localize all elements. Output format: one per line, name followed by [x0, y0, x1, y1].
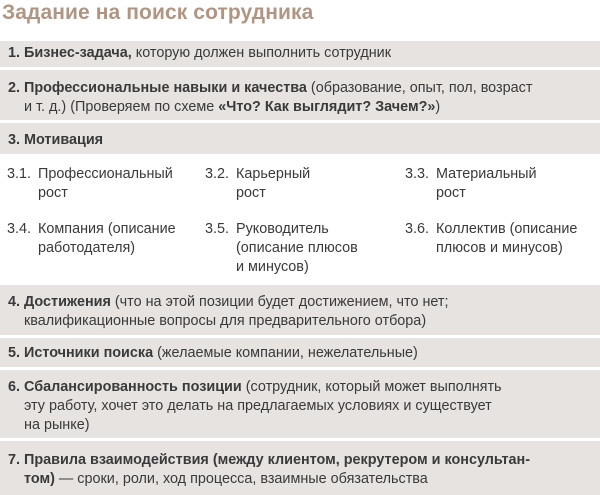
item-line-1: Компания (описание — [38, 221, 176, 237]
item-number: 3.4. — [7, 221, 32, 237]
section-2-line-2 — [24, 98, 440, 117]
section-2-bold: 2. Профессиональные навыки и качества — [8, 80, 307, 96]
section-1-bold: 1. Бизнес-задача, — [8, 45, 132, 61]
item-line-1: Материальный — [436, 166, 537, 182]
item-line-3: и минусов) — [236, 259, 309, 275]
section-5-bold: 5. Источники поиска — [8, 345, 154, 361]
section-7-line-1: 7. Правила взаимодействия (между клиентом, рекрутером и консультан- — [8, 452, 531, 468]
item-body — [236, 220, 358, 277]
section-5-line — [8, 344, 418, 363]
section-7-line-2-bold: том) — [24, 471, 55, 487]
item-line-1: Коллектив (описание — [436, 221, 578, 237]
section-2-text: (образование, опыт, пол, возраст — [306, 80, 533, 96]
item-line-2: плюсов и минусов) — [436, 240, 563, 256]
section-2-line-2-pre: и т. д.) (Проверяем по схеме — [24, 99, 219, 115]
section-1-text: которую должен выполнить сотрудник — [131, 45, 392, 61]
section-7-line-2 — [24, 470, 428, 489]
section-6-line-1 — [8, 378, 502, 397]
section-6-bold: 6. Сбалансированность позиции — [8, 379, 242, 395]
section-2-line-2-post: ) — [435, 99, 441, 115]
item-number: 3.1. — [7, 166, 32, 182]
motivation-item-3-1 — [7, 165, 202, 225]
section-7-line-2-text: — сроки, роли, ход процесса, взаимные обязательства — [54, 471, 428, 487]
item-body — [436, 220, 577, 258]
item-line-1: Карьерный — [236, 166, 311, 182]
item-line-2: рост — [38, 185, 68, 201]
item-number: 3.6. — [405, 221, 430, 237]
section-4-line-2: квалификационные вопросы для предварительного отбора) — [24, 313, 427, 329]
section-1-line — [8, 44, 391, 63]
motivation-item-3-2 — [205, 165, 400, 225]
section-2-line-2-bold: «Что? Как выглядит? Зачем?» — [218, 99, 436, 115]
item-line-2: рост — [436, 185, 466, 201]
item-line-2: работодателя) — [38, 240, 136, 256]
item-line-1: Руководитель — [236, 221, 329, 237]
item-body — [236, 165, 310, 203]
item-number: 3.3. — [405, 166, 430, 182]
item-number: 3.2. — [205, 166, 230, 182]
motivation-item-3-4 — [7, 220, 202, 280]
section-5-text: (желаемые компании, нежелательные) — [153, 345, 418, 361]
item-body — [38, 220, 176, 258]
motivation-item-3-3 — [405, 165, 600, 225]
section-6-line-3: на рынке) — [24, 417, 90, 433]
item-body — [436, 165, 537, 203]
item-number: 3.5. — [205, 221, 230, 237]
item-body — [38, 165, 173, 203]
item-line-2: (описание плюсов — [236, 240, 358, 256]
section-6-line-2: эту работу, хочет это делать на предлагаемых условиях и существует — [24, 398, 492, 414]
item-line-2: рост — [236, 185, 266, 201]
motivation-item-3-6 — [405, 220, 600, 280]
motivation-item-3-5 — [205, 220, 400, 280]
item-line-1: Профессиональный — [38, 166, 173, 182]
section-6-text: (сотрудник, который может выполнять — [241, 379, 502, 395]
section-4-text: (что на этой позиции будет достижением, что нет; — [110, 294, 449, 310]
page-title: Задание на поиск сотрудника — [2, 1, 314, 24]
section-4-bold: 4. Достижения — [8, 294, 111, 310]
section-3-heading: 3. Мотивация — [8, 132, 104, 148]
section-4-line-1 — [8, 293, 449, 312]
section-2-line-1 — [8, 79, 532, 98]
